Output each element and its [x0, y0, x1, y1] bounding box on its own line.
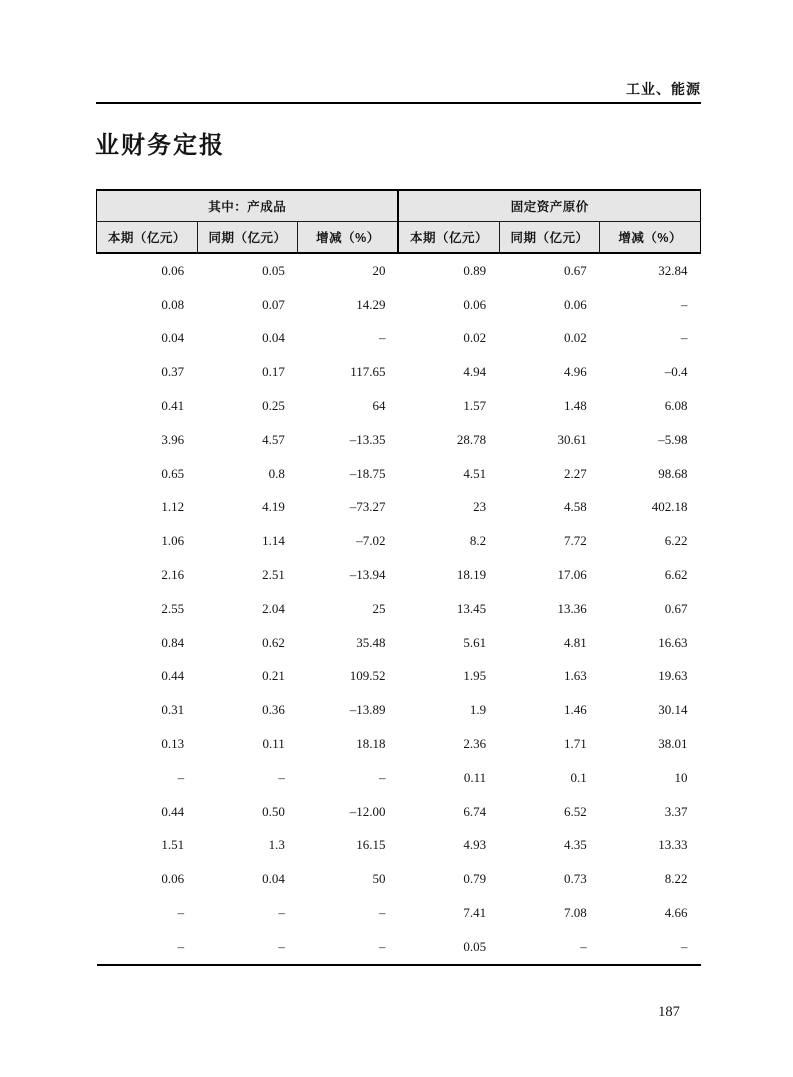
table-cell: 402.18	[600, 491, 701, 525]
table-row	[97, 693, 701, 727]
table-cell: 6.62	[600, 558, 701, 592]
table-cell: 1.46	[499, 693, 600, 727]
table-cell: 7.41	[398, 896, 499, 930]
col-header-same-period-1: 同期（亿元）	[197, 222, 298, 254]
table-cell: 16.15	[298, 829, 399, 863]
table-cell: 0.06	[398, 288, 499, 322]
table-cell: 4.19	[197, 491, 298, 525]
table-cell: –	[298, 761, 399, 795]
table-cell: 19.63	[600, 660, 701, 694]
table-cell: –	[600, 322, 701, 356]
table-row	[97, 862, 701, 896]
table-cell: –	[197, 896, 298, 930]
table-cell: 0.67	[499, 253, 600, 288]
table-cell: 2.16	[97, 558, 198, 592]
table-cell: 2.55	[97, 592, 198, 626]
table-cell: 4.66	[600, 896, 701, 930]
table-row	[97, 322, 701, 356]
financial-report-table	[96, 189, 701, 966]
table-cell: –12.00	[298, 795, 399, 829]
table-cell: 1.9	[398, 693, 499, 727]
table-row	[97, 795, 701, 829]
table-cell: 6.08	[600, 389, 701, 423]
table-cell: 0.8	[197, 457, 298, 491]
table-cell: –	[298, 896, 399, 930]
table-row	[97, 524, 701, 558]
table-cell: 17.06	[499, 558, 600, 592]
table-cell: 4.81	[499, 626, 600, 660]
table-cell: 0.50	[197, 795, 298, 829]
table-cell: 0.04	[197, 322, 298, 356]
table-cell: 4.35	[499, 829, 600, 863]
table-cell: –	[97, 930, 198, 965]
table-row	[97, 355, 701, 389]
table-cell: –5.98	[600, 423, 701, 457]
table-cell: 0.02	[499, 322, 600, 356]
table-cell: –	[97, 896, 198, 930]
table-cell: 0.84	[97, 626, 198, 660]
table-cell: 3.96	[97, 423, 198, 457]
table-cell: 35.48	[298, 626, 399, 660]
table-cell: 0.37	[97, 355, 198, 389]
table-cell: 0.65	[97, 457, 198, 491]
table-cell: 0.79	[398, 862, 499, 896]
table-cell: 13.45	[398, 592, 499, 626]
table-cell: 30.61	[499, 423, 600, 457]
table-cell: 1.12	[97, 491, 198, 525]
table-cell: 98.68	[600, 457, 701, 491]
table-cell: 6.22	[600, 524, 701, 558]
table-cell: 0.44	[97, 795, 198, 829]
table-row	[97, 457, 701, 491]
table-cell: 1.51	[97, 829, 198, 863]
table-row	[97, 253, 701, 288]
table-cell: 5.61	[398, 626, 499, 660]
table-cell: 4.57	[197, 423, 298, 457]
col-header-current-period-2: 本期（亿元）	[398, 222, 499, 254]
table-cell: 23	[398, 491, 499, 525]
table-row	[97, 727, 701, 761]
table-cell: –13.35	[298, 423, 399, 457]
table-cell: 4.51	[398, 457, 499, 491]
col-group-fixed-assets-original-price: 固定资产原价	[398, 190, 700, 222]
table-cell: –	[298, 322, 399, 356]
table-cell: 117.65	[298, 355, 399, 389]
table-row	[97, 558, 701, 592]
col-header-change-pct-2: 增减（%）	[600, 222, 701, 254]
col-group-finished-products: 其中：产成品	[97, 190, 399, 222]
table-cell: –	[298, 930, 399, 965]
table-cell: 18.18	[298, 727, 399, 761]
table-cell: 0.02	[398, 322, 499, 356]
table-cell: 0.44	[97, 660, 198, 694]
table-cell: 1.57	[398, 389, 499, 423]
table-cell: 20	[298, 253, 399, 288]
table-cell: 0.73	[499, 862, 600, 896]
table-cell: 18.19	[398, 558, 499, 592]
table-cell: 0.21	[197, 660, 298, 694]
table-cell: 7.72	[499, 524, 600, 558]
table-cell: 0.1	[499, 761, 600, 795]
table-cell: 13.33	[600, 829, 701, 863]
table-cell: 0.41	[97, 389, 198, 423]
table-cell: 0.06	[97, 253, 198, 288]
table-cell: 4.94	[398, 355, 499, 389]
page-title: 业财务定报	[95, 132, 225, 159]
table-cell: 8.22	[600, 862, 701, 896]
running-head	[96, 79, 701, 104]
table-cell: 14.29	[298, 288, 399, 322]
table-cell: 8.2	[398, 524, 499, 558]
table-cell: –	[499, 930, 600, 965]
table-cell: 0.36	[197, 693, 298, 727]
table-row	[97, 423, 701, 457]
table-cell: 2.27	[499, 457, 600, 491]
col-header-current-period-1: 本期（亿元）	[97, 222, 198, 254]
table-cell: 7.08	[499, 896, 600, 930]
table-cell: 2.51	[197, 558, 298, 592]
table-cell: 10	[600, 761, 701, 795]
table-cell: 0.13	[97, 727, 198, 761]
table-cell: 30.14	[600, 693, 701, 727]
table-cell: –73.27	[298, 491, 399, 525]
table-cell: 0.07	[197, 288, 298, 322]
table-cell: 50	[298, 862, 399, 896]
col-header-same-period-2: 同期（亿元）	[499, 222, 600, 254]
table-cell: 1.95	[398, 660, 499, 694]
table-cell: –13.89	[298, 693, 399, 727]
table-cell: 38.01	[600, 727, 701, 761]
table-cell: 0.31	[97, 693, 198, 727]
table-cell: 4.93	[398, 829, 499, 863]
page-number: 187	[658, 1004, 680, 1020]
table-body	[97, 253, 701, 965]
table-cell: 0.04	[97, 322, 198, 356]
sub-header-row	[97, 222, 701, 254]
table-cell: 16.63	[600, 626, 701, 660]
table-cell: 4.58	[499, 491, 600, 525]
table-cell: –	[197, 930, 298, 965]
table-cell: 0.25	[197, 389, 298, 423]
table-cell: –	[97, 761, 198, 795]
table-cell: 0.67	[600, 592, 701, 626]
table-cell: –	[600, 930, 701, 965]
table-cell: 1.06	[97, 524, 198, 558]
table-cell: 0.17	[197, 355, 298, 389]
table-cell: 2.36	[398, 727, 499, 761]
table-cell: 1.48	[499, 389, 600, 423]
table-row	[97, 626, 701, 660]
table-row	[97, 896, 701, 930]
table-cell: 1.14	[197, 524, 298, 558]
table-row	[97, 829, 701, 863]
table-row	[97, 288, 701, 322]
table-cell: 0.89	[398, 253, 499, 288]
group-header-row	[97, 190, 701, 222]
table-cell: 0.11	[398, 761, 499, 795]
table-cell: 25	[298, 592, 399, 626]
table-cell: 1.63	[499, 660, 600, 694]
table-cell: 0.08	[97, 288, 198, 322]
running-head-text: 工业、能源	[626, 81, 701, 97]
table-cell: 0.62	[197, 626, 298, 660]
table-cell: –	[600, 288, 701, 322]
table-cell: –13.94	[298, 558, 399, 592]
table-cell: 0.11	[197, 727, 298, 761]
table-cell: 6.74	[398, 795, 499, 829]
table-cell: 64	[298, 389, 399, 423]
table-cell: 0.04	[197, 862, 298, 896]
table-cell: 1.3	[197, 829, 298, 863]
table-cell: 28.78	[398, 423, 499, 457]
table-row	[97, 660, 701, 694]
table-cell: –0.4	[600, 355, 701, 389]
table-row	[97, 761, 701, 795]
table-header	[97, 190, 701, 253]
table-cell: 109.52	[298, 660, 399, 694]
col-header-change-pct-1: 增减（%）	[298, 222, 399, 254]
table-cell: 32.84	[600, 253, 701, 288]
table-cell: 6.52	[499, 795, 600, 829]
table-row	[97, 930, 701, 965]
table-cell: –7.02	[298, 524, 399, 558]
table-cell: 4.96	[499, 355, 600, 389]
table-cell: 0.05	[197, 253, 298, 288]
table-row	[97, 389, 701, 423]
table-cell: –	[197, 761, 298, 795]
table-row	[97, 491, 701, 525]
table-cell: 0.06	[499, 288, 600, 322]
table-cell: 13.36	[499, 592, 600, 626]
table-cell: –18.75	[298, 457, 399, 491]
table-cell: 2.04	[197, 592, 298, 626]
table-row	[97, 592, 701, 626]
table-cell: 1.71	[499, 727, 600, 761]
table-cell: 3.37	[600, 795, 701, 829]
table-cell: 0.05	[398, 930, 499, 965]
table-cell: 0.06	[97, 862, 198, 896]
